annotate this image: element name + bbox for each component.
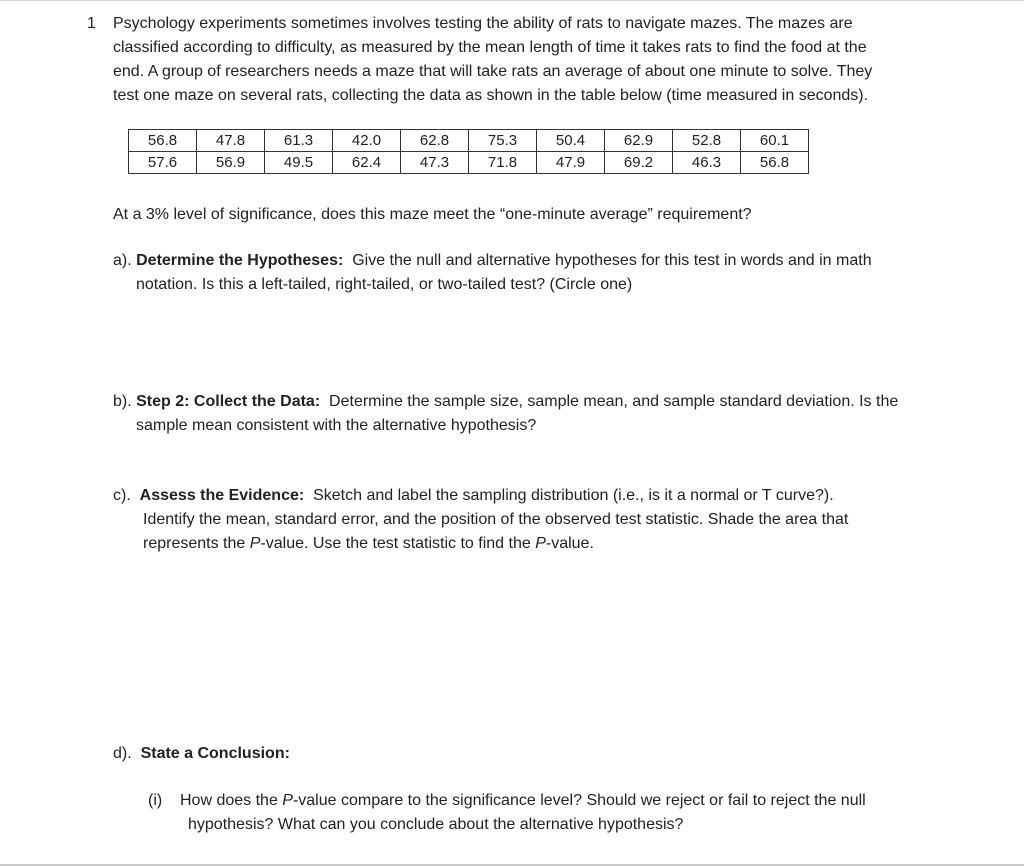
- table-cell: 42.0: [333, 130, 401, 152]
- part-c-text-cont2: represents the P-value. Use the test statistic to find the P-value.: [143, 535, 594, 552]
- table-cell: 56.9: [197, 152, 265, 174]
- part-d-heading: State a Conclusion:: [140, 745, 290, 762]
- maze-times-table: [128, 129, 809, 174]
- table-cell: 60.1: [741, 130, 809, 152]
- part-c-text: Sketch and label the sampling distribution (i.e., is it a normal or T curve?).: [313, 487, 834, 504]
- part-d: [113, 742, 290, 766]
- part-d-i-text-cont: hypothesis? What can you conclude about the alternative hypothesis?: [188, 816, 684, 833]
- table-row: [129, 130, 809, 152]
- top-divider: [0, 0, 1024, 1]
- table-cell: 56.8: [741, 152, 809, 174]
- table-cell: 71.8: [469, 152, 537, 174]
- part-b-label: b).: [113, 393, 132, 410]
- table-cell: 46.3: [673, 152, 741, 174]
- significance-question: At a 3% level of significance, does this maze meet the “one-minute average” requirement?: [113, 206, 752, 223]
- part-b-heading: Step 2: Collect the Data:: [136, 393, 321, 410]
- table-cell: 50.4: [537, 130, 605, 152]
- intro-line: test one maze on several rats, collecting the data as shown in the table below (time measured in seconds).: [113, 87, 869, 104]
- intro-line: end. A group of researchers needs a maze that will take rats an average of about one minute to solve. They: [113, 63, 873, 80]
- table-cell: 56.8: [129, 130, 197, 152]
- table-cell: 47.3: [401, 152, 469, 174]
- part-a-text-cont: notation. Is this a left-tailed, right-tailed, or two-tailed test? (Circle one): [136, 276, 633, 293]
- table-cell: 75.3: [469, 130, 537, 152]
- table-cell: 62.8: [401, 130, 469, 152]
- part-c: [113, 484, 943, 556]
- part-b-text-cont: sample mean consistent with the alternative hypothesis?: [136, 417, 537, 434]
- part-d-i: [148, 789, 948, 837]
- part-c-heading: Assess the Evidence:: [139, 487, 305, 504]
- part-b: [113, 390, 943, 438]
- table-cell: 49.5: [265, 152, 333, 174]
- table-cell: 62.4: [333, 152, 401, 174]
- table-cell: 52.8: [673, 130, 741, 152]
- question-number: 1: [87, 15, 96, 32]
- part-c-text-cont: Identify the mean, standard error, and the position of the observed test statistic. Shade the area that: [143, 511, 849, 528]
- table-cell: 47.8: [197, 130, 265, 152]
- intro-line: Psychology experiments sometimes involves testing the ability of rats to navigate mazes. The mazes are: [113, 15, 853, 32]
- table-row: [129, 152, 809, 174]
- table-cell: 61.3: [265, 130, 333, 152]
- table-cell: 47.9: [537, 152, 605, 174]
- part-a-label: a).: [113, 252, 132, 269]
- table-cell: 57.6: [129, 152, 197, 174]
- part-d-label: d).: [113, 745, 132, 762]
- part-d-i-label: (i): [148, 792, 163, 809]
- part-c-label: c).: [113, 487, 131, 504]
- bottom-divider: [0, 864, 1024, 866]
- part-b-text: Determine the sample size, sample mean, and sample standard deviation. Is the: [329, 393, 899, 410]
- question-intro: [113, 12, 933, 108]
- intro-line: classified according to difficulty, as measured by the mean length of time it takes rats to find the food at the: [113, 39, 867, 56]
- part-a-heading: Determine the Hypotheses:: [136, 252, 344, 269]
- part-d-i-text: How does the P-value compare to the significance level? Should we reject or fail to reject the null: [180, 792, 866, 809]
- table-cell: 69.2: [605, 152, 673, 174]
- part-a: [113, 249, 943, 297]
- part-a-text: Give the null and alternative hypotheses for this test in words and in math: [352, 252, 872, 269]
- table-cell: 62.9: [605, 130, 673, 152]
